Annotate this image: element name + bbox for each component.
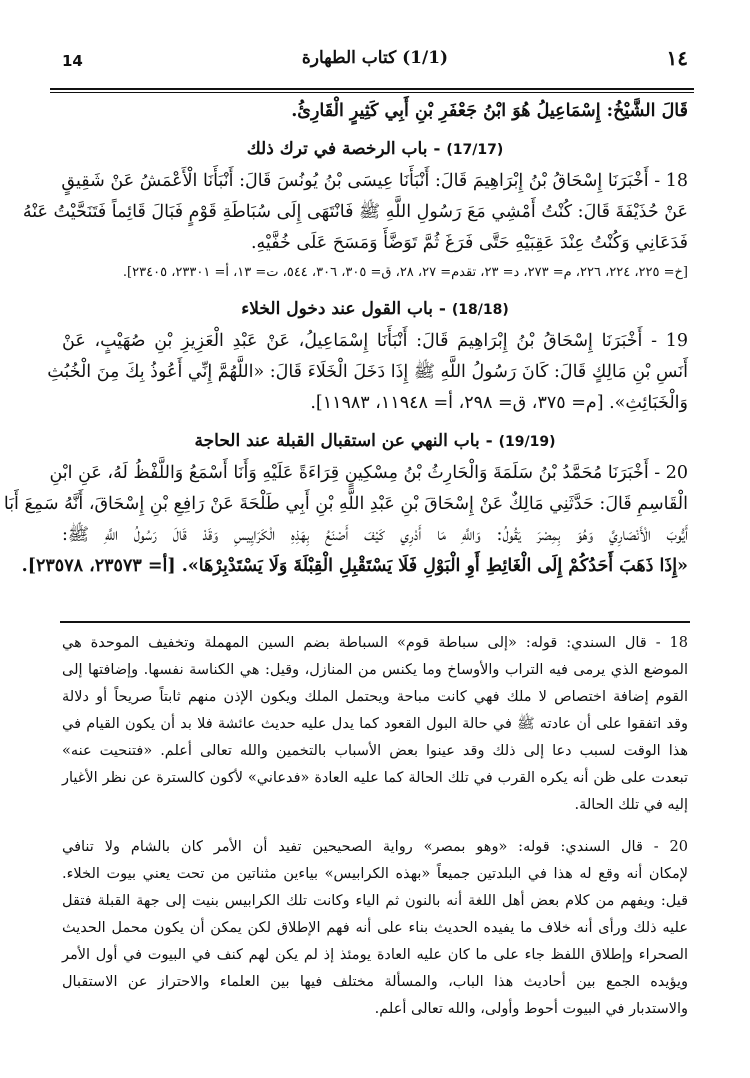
hadith-line: 20 - أَخْبَرَنَا مُحَمَّدُ بْنُ سَلَمَةَ وَالْحَارِثُ بْنُ مِسْكِينٍ قِرَاءَةً عَلَيْهِ وَأَنَا أَسْمَعُ وَاللَّفْظُ لَهُ، عَنِ ابْنِ — [49, 463, 688, 483]
page-number-arabic: ١٤ — [666, 46, 688, 70]
note-line: عليه ذلك ورأى أنه خلاف ما يفيده الحديث بناء على أنه فهم الإطلاق لكن يمكن أن يكون محمل الحديث — [62, 920, 688, 936]
chapter-number: (17/17) — [446, 142, 504, 158]
hadith-line: عَنْ حُذَيْفَةَ قَالَ: كُنْتُ أَمْشِي مَعَ رَسُولِ اللَّهِ ﷺ فَانْتَهَى إِلَى سُبَاطَةِ قَوْمٍ فَبَالَ قَائِماً فَتَنَحَّيْتُ عَنْهُ — [22, 202, 688, 222]
page-number-latin: 14 — [62, 52, 83, 70]
hadith-line: وَالْخَبَائِثِ». [م= ٣٧٥، ق= ٢٩٨، أ= ١١٩٤٨، ١١٩٨٣]. — [310, 393, 688, 413]
hadith-reference: [خ= ٢٢٥، ٢٢٤، ٢٢٦، م= ٢٧٣، د= ٢٣، تقدم= ٢٧، ٢٨، ق= ٣٠٥، ٣٠٦، ٥٤٤، ت= ١٣، أ= ٢٣٣٠١، ٢٣٤٠٥]. — [122, 265, 688, 280]
hadith-line: أَنَسِ بْنِ مَالِكٍ قَالَ: كَانَ رَسُولُ اللَّهِ ﷺ إِذَا دَخَلَ الْخَلَاءَ قَالَ: «اللَّهُمَّ إِنِّي أَعُوذُ بِكَ مِنَ الْخُبُثِ — [47, 362, 688, 382]
hadith-line: 18 - أَخْبَرَنَا إِسْحَاقُ بْنُ إِبْرَاهِيمَ قَالَ: أَنْبَأَنَا عِيسَى بْنُ يُونُسَ قَالَ: أَنْبَأَنَا الْأَعْمَشُ عَنْ شَقِيقٍ — [61, 171, 688, 191]
hadith-line: 19 - أَخْبَرَنَا إِسْحَاقُ بْنُ إِبْرَاهِيمَ قَالَ: أَنْبَأَنَا إِسْمَاعِيلُ، عَنْ عَبْدِ الْعَزِيزِ بْنِ صُهَيْبٍ، عَنْ — [62, 331, 688, 351]
hadith-line: أَيُّوبَ الْأَنْصَارِيَّ وَهُوَ بِمِصْرَ يَقُولُ: وَاللَّهِ مَا أَدْرِي كَيْفَ أَصْنَعُ بِهَذِهِ الْكَرَايِيسِ وَقَدْ قَالَ رَسُولُ اللَّهِ ﷺ: — [62, 525, 688, 545]
header-rule — [50, 88, 694, 90]
chapter-title: - باب النهي عن استقبال القبلة عند الحاجة — [194, 431, 493, 451]
chapter-number: (19/19) — [498, 434, 556, 450]
hadith-line: الْقَاسِمِ قَالَ: حَدَّثَنِي مَالِكٌ عَنْ إِسْحَاقَ بْنِ عَبْدِ اللَّهِ بْنِ أَبِي طَلْحَةَ عَنْ رَافِعِ بْنِ إِسْحَاقَ، أَنَّهُ سَمِعَ أَبَا — [3, 494, 688, 514]
chapter-number: (18/18) — [451, 302, 509, 318]
chapter-heading-17 — [62, 133, 688, 166]
note-line: الموضع الذي يرمى فيه التراب والأوساخ وما يكنس من المنازل، وقيل: هي الكناسة نفسها. وإضافتها إلى — [62, 662, 688, 678]
note-line: قيل: ويفهم من كلام بعض أهل اللغة أنه بالنون ثم الياء وكانت تلك الكرابيس بنيت إلى جهة القبلة فتقل — [62, 893, 688, 909]
commentary-notes — [62, 630, 688, 1023]
intro-line: قَالَ الشَّيْخُ: إِسْمَاعِيلُ هُوَ ابْنُ جَعْفَرِ بْنِ أَبِي كَثِيرٍ الْقَارِئُ. — [291, 101, 688, 121]
note-line: إليه في تلك الحالة. — [574, 797, 688, 813]
main-text — [3, 96, 688, 582]
chapter-heading-18 — [62, 293, 688, 326]
hadith-line: «إِذَا ذَهَبَ أَحَدُكُمْ إِلَى الْغَائِطِ أَوِ الْبَوْلِ فَلَا يَسْتَقْبِلِ الْقِبْلَةَ وَلَا يَسْتَدْبِرْهَا». [أ= ٢٣٥٧٣، ٢٣٥٧٨]. — [21, 556, 688, 576]
hadith-line: فَدَعَانِي وَكُنْتُ عِنْدَ عَقِبَيْهِ حَتَّى فَرَغَ ثُمَّ تَوَضَّأَ وَمَسَحَ عَلَى خُفَّيْهِ. — [250, 233, 688, 253]
note-line: والاستدبار في البيوت أحوط وأولى، والله تعالى أعلم. — [374, 1001, 688, 1017]
note-line: 20 - قال السندي: قوله: «وهو بمصر» رواية الصحيحين تفيد أن الأمر كان بالشام ولا تنافي — [62, 839, 688, 855]
note-line: تبعدت على ظن أنه يكره القرب في تلك الحالة كما عليه العادة «فدعاني» لأكون كالسترة عن نظر الأغيار — [62, 770, 688, 786]
note-line: لإمكان أنه وقع له هذا في البلدتين جميعاً «بهذه الكرابيس» بياءين مثناتين من تحت يعني بيوت الخلاء. — [62, 866, 688, 882]
header-rule-thin — [50, 92, 694, 93]
note-line: الصحراء وإطلاق اللفظ جاء على ما كان عليه العادة يومئذ إذ لم يكن لهم كنف في البيوت في أول الأمر — [62, 947, 688, 963]
note-line: 18 - قال السندي: قوله: «إلى سباطة قوم» السباطة بضم السين المهملة وتخفيف الموحدة هي — [62, 635, 688, 651]
note-line: القوم إضافة اختصاص لا ملك فهي كانت مباحة ويحتمل الملك ويكون الإذن منهم ثابتاً صريحاً أو دلالة — [62, 689, 688, 705]
page-header — [40, 42, 710, 82]
note-line: هذا الوقت لسبب دعا إلى ذلك وقد عينوا بعض الأسباب بالتخمين والله تعالى أعلم. «فتنحيت عنه» — [62, 743, 688, 759]
chapter-heading-19 — [62, 425, 688, 458]
chapter-title: - باب القول عند دخول الخلاء — [241, 299, 446, 319]
note-line: وقد اتفقوا على أن عادته ﷺ في حالة البول القعود كما يدل عليه حديث عائشة فلا بد أن يكون القيام في — [62, 716, 688, 732]
note-gap — [62, 819, 688, 834]
running-title: (1/1) كتاب الطهارة — [301, 48, 449, 68]
footnote-separator — [60, 621, 690, 623]
chapter-title: - باب الرخصة في ترك ذلك — [246, 139, 441, 159]
note-line: ويؤيده الجمع بين أحاديث هذا الباب، والمسألة مختلف فيها بين العلماء والاحتراز عن الاستقبال — [62, 974, 688, 990]
